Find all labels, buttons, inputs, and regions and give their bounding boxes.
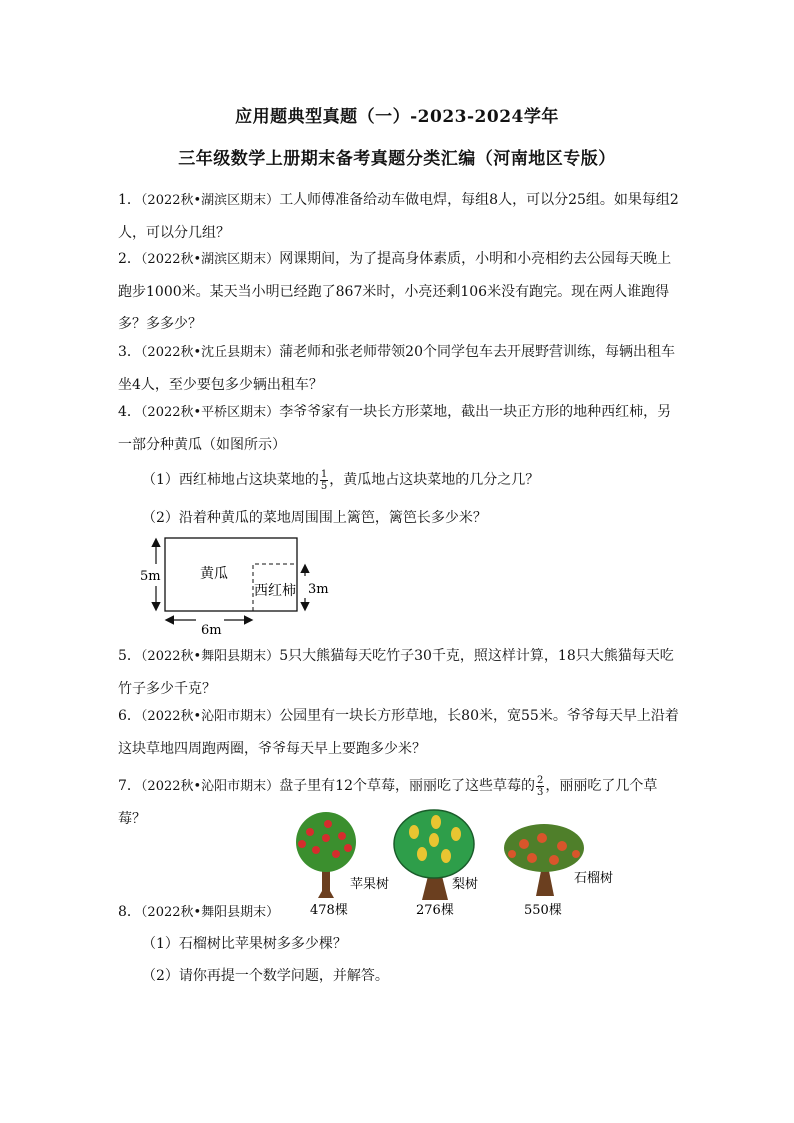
question-source: （2022秋•沁阳市期末） — [140, 779, 280, 794]
question-text: 5只大熊猫每天吃竹子30千克，照这样计算，18只大熊猫每天吃竹子多少千克？ — [118, 648, 674, 697]
question-number: 4． — [118, 404, 141, 420]
fraction-numerator: 1 — [320, 468, 328, 480]
fraction-denominator: 5 — [320, 480, 328, 492]
question-8 — [118, 896, 683, 929]
pear-tree-name: 梨树 — [452, 877, 479, 892]
question-number: 5． — [118, 648, 141, 664]
question-4 — [118, 396, 683, 461]
question-3 — [118, 336, 683, 401]
question-number: 7． — [118, 778, 141, 794]
question-8-part-2: （2）请你再提一个数学问题，并解答。 — [142, 968, 389, 984]
part-text: （1）西红柿地占这块菜地的 — [142, 472, 319, 488]
question-4-part-2: （2）沿着种黄瓜的菜地周围围上篱笆，篱笆长多少米？ — [142, 510, 487, 526]
question-2 — [118, 243, 683, 340]
fraction-numerator: 2 — [537, 774, 544, 786]
vegetable-garden-figure — [138, 530, 338, 640]
question-8-part-1: （1）石榴树比苹果树多多少棵？ — [142, 936, 347, 952]
question-text: 蒲老师和张老师带领20个同学包车去开展野营训练，每辆出租车坐4人，至少要包多少辆出租车？ — [118, 344, 676, 393]
question-text: 工人师傅准备给动车做电焊，每组8人，可以分25组。如果每组2人，可以分几组？ — [118, 192, 679, 241]
question-number: 3． — [118, 344, 141, 360]
question-text: 李爷爷家有一块长方形菜地，截出一块正方形的地种西红柿，另一部分种黄瓜（如图所示） — [118, 404, 672, 453]
question-number: 2． — [118, 251, 141, 267]
question-source: （2022秋•湖滨区期末） — [140, 193, 280, 208]
paper-title-line1: 应用题典型真题（一）-2023-2024学年 — [235, 107, 559, 127]
pomegranate-tree-name: 石榴树 — [574, 871, 614, 886]
question-1 — [118, 184, 683, 249]
apple-tree-name: 苹果树 — [350, 877, 390, 892]
height-label: 5m — [140, 569, 161, 584]
question-source: （2022秋•湖滨区期末） — [140, 252, 280, 267]
question-source: （2022秋•平桥区期末） — [140, 405, 280, 420]
pomegranate-tree-icon — [504, 824, 584, 896]
question-number: 1． — [118, 192, 141, 208]
part-text: ，黄瓜地占这块菜地的几分之几？ — [329, 472, 540, 488]
question-text: 公园里有一块长方形草地，长80米，宽55米。爷爷每天早上沿着这块草地四周跑两圈，爷爷每天早上要跑多少米？ — [118, 708, 679, 757]
question-4-part-1 — [142, 466, 682, 494]
pear-tree-count: 276棵 — [416, 903, 454, 918]
question-source: （2022秋•舞阳县期末） — [140, 649, 280, 664]
square-side-label: 3m — [308, 582, 329, 597]
garden-rectangle — [165, 538, 297, 611]
question-source: （2022秋•舞阳县期末） — [140, 905, 280, 920]
question-text: ，丽丽吃了几个草莓？ — [118, 778, 658, 827]
paper-title-line2: 三年级数学上册期末备考真题分类汇编（河南地区专版） — [178, 149, 616, 169]
question-number: 6． — [118, 708, 141, 724]
tomato-label: 西红柿 — [254, 583, 296, 599]
fraction-denominator: 3 — [537, 786, 544, 798]
question-5 — [118, 640, 683, 705]
question-text: 盘子里有12个草莓，丽丽吃了这些草莓的 — [279, 778, 536, 794]
question-number: 8． — [118, 904, 141, 920]
apple-tree-icon — [296, 812, 356, 898]
question-source: （2022秋•沈丘县期末） — [140, 345, 280, 360]
fraction — [536, 775, 544, 798]
fraction — [320, 469, 328, 492]
question-source: （2022秋•沁阳市期末） — [140, 709, 280, 724]
question-6 — [118, 700, 683, 765]
cucumber-label: 黄瓜 — [200, 566, 228, 582]
apple-tree-count: 478棵 — [310, 903, 348, 918]
question-text: 网课期间，为了提高身体素质，小明和小亮相约去公园每天晚上跑步1000米。某天当小明已经跑了867米时，小亮还剩106米没有跑完。现在两人谁跑得多？多多少？ — [118, 251, 672, 332]
pomegranate-tree-count: 550棵 — [524, 903, 562, 918]
width-label: 6m — [201, 623, 222, 638]
